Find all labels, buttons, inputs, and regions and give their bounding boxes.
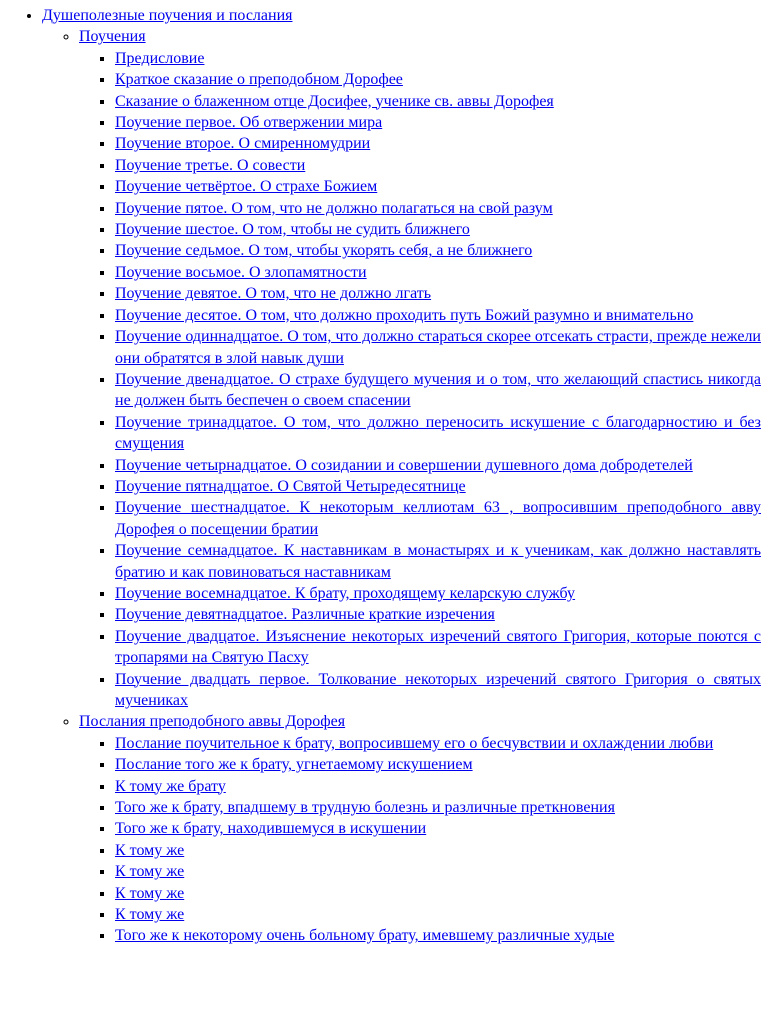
list-item bbox=[115, 198, 761, 219]
list-item bbox=[115, 754, 761, 775]
list-item bbox=[115, 925, 761, 946]
list-item bbox=[115, 883, 761, 904]
toc-item-link[interactable]: Краткое сказание о преподобном Дорофее bbox=[115, 71, 403, 89]
toc-item-link[interactable]: К тому же bbox=[115, 884, 185, 902]
list-item bbox=[115, 904, 761, 925]
list-item bbox=[115, 176, 761, 197]
toc-item-link[interactable]: К тому же bbox=[115, 863, 185, 881]
list-item bbox=[115, 733, 761, 754]
toc-section bbox=[79, 26, 768, 711]
list-item bbox=[115, 283, 761, 304]
toc-section-link[interactable]: Поучения bbox=[79, 28, 146, 46]
toc-item-link[interactable]: Поучение тринадцатое. О том, что должно переносить искушение с благодарностию и без смущения bbox=[115, 413, 761, 453]
toc-item-link[interactable]: Поучение седьмое. О том, чтобы укорять себя, а не ближнего bbox=[115, 242, 533, 260]
toc-item-link[interactable]: Того же к некоторому очень больному брату, имевшему различные худые bbox=[115, 927, 615, 945]
toc-item-link[interactable]: Поучение десятое. О том, что должно проходить путь Божий разумно и внимательно bbox=[115, 306, 694, 324]
toc-item-link[interactable]: Послание поучительное к брату, вопросившему его о бесчувствии и охлаждении любви bbox=[115, 734, 714, 752]
toc-item-link[interactable]: К тому же bbox=[115, 906, 185, 924]
toc-item-link[interactable]: Поучение шестнадцатое. К некоторым келлиотам 63 , вопросившим преподобного авву Дорофея о посещении братии bbox=[115, 499, 761, 538]
toc-item-link[interactable]: Поучение шестое. О том, чтобы не судить ближнего bbox=[115, 221, 470, 239]
toc-item-link[interactable]: Поучение пятое. О том, что не должно полагаться на свой разум bbox=[115, 199, 553, 217]
list-item bbox=[115, 540, 761, 583]
toc-item-link[interactable]: Послание того же к брату, угнетаемому искушением bbox=[115, 756, 473, 774]
list-item bbox=[115, 840, 761, 861]
toc-item-link[interactable]: Сказание о блаженном отце Досифее, ученике св. аввы Дорофея bbox=[115, 92, 554, 110]
toc-item-link[interactable]: Того же к брату, находившемуся в искушении bbox=[115, 820, 427, 838]
list-item bbox=[115, 583, 761, 604]
toc-item-link[interactable]: Поучение двадцать первое. Толкование некоторых изречений святого Григория о святых мучениках bbox=[115, 670, 761, 709]
list-item bbox=[115, 797, 761, 818]
toc-item-link[interactable]: Поучение третье. О совести bbox=[115, 156, 306, 174]
toc-item-link[interactable]: Того же к брату, впадшему в трудную болезнь и различные преткновения bbox=[115, 799, 615, 817]
list-item bbox=[115, 262, 761, 283]
toc-item-link[interactable]: Поучение двенадцатое. О страхе будущего мучения и о том, что желающий спастись никогда не должен быть беспечен о своем спасении bbox=[115, 370, 761, 410]
list-item bbox=[115, 219, 761, 240]
toc-item-link[interactable]: Поучение восьмое. О злопамятности bbox=[115, 263, 367, 281]
toc-item-link[interactable]: Поучение семнадцатое. К наставникам в монастырях и к ученикам, как должно наставлять братию и как повиноваться наставникам bbox=[115, 542, 761, 581]
toc-root-item bbox=[42, 5, 768, 947]
toc-item-link[interactable]: Поучение четырнадцатое. О созидании и совершении душевного дома добродетелей bbox=[115, 456, 693, 474]
toc-item-link[interactable]: К тому же брату bbox=[115, 777, 226, 795]
toc-item-link[interactable]: Поучение восемнадцатое. К брату, проходящему келарскую службу bbox=[115, 584, 576, 602]
toc-item-link[interactable]: Поучение второе. О смиренномудрии bbox=[115, 135, 371, 153]
toc-section-link[interactable]: Послания преподобного аввы Дорофея bbox=[79, 713, 346, 731]
list-item bbox=[115, 669, 761, 712]
toc-section-items bbox=[79, 733, 768, 947]
toc-item-link[interactable]: Поучение пятнадцатое. О Святой Четыредесятнице bbox=[115, 477, 466, 495]
list-item bbox=[115, 476, 761, 497]
list-item bbox=[115, 91, 761, 112]
list-item bbox=[115, 455, 761, 476]
toc-item-link[interactable]: К тому же bbox=[115, 841, 185, 859]
list-item bbox=[115, 776, 761, 797]
list-item bbox=[115, 305, 761, 326]
toc-item-link[interactable]: Поучение первое. Об отвержении мира bbox=[115, 114, 383, 132]
toc-section-items bbox=[79, 48, 768, 712]
list-item bbox=[115, 626, 761, 669]
toc-section bbox=[79, 711, 768, 946]
list-item bbox=[115, 412, 761, 455]
toc-item-link[interactable]: Поучение девятнадцатое. Различные краткие изречения bbox=[115, 606, 495, 624]
list-item bbox=[115, 240, 761, 261]
toc-root-link[interactable]: Душеполезные поучения и послания bbox=[42, 7, 293, 24]
toc-item-link[interactable]: Предисловие bbox=[115, 49, 205, 67]
toc-item-link[interactable]: Поучение одиннадцатое. О том, что должно стараться скорее отсекать страсти, прежде нежели они обратятся в злой навык души bbox=[115, 328, 761, 367]
list-item bbox=[115, 369, 761, 412]
list-item bbox=[115, 497, 761, 540]
toc-item-link[interactable]: Поучение девятое. О том, что не должно лгать bbox=[115, 285, 432, 303]
list-item bbox=[115, 861, 761, 882]
toc-item-link[interactable]: Поучение четвёртое. О страхе Божием bbox=[115, 178, 378, 196]
list-item bbox=[115, 604, 761, 625]
list-item bbox=[115, 326, 761, 369]
list-item bbox=[115, 818, 761, 839]
list-item bbox=[115, 48, 761, 69]
list-item bbox=[115, 69, 761, 90]
list-item bbox=[115, 155, 761, 176]
toc-item-link[interactable]: Поучение двадцатое. Изъяснение некоторых изречений святого Григория, которые поются с тропарями на Святую Пасху bbox=[115, 627, 761, 667]
list-item bbox=[115, 112, 761, 133]
list-item bbox=[115, 133, 761, 154]
toc-sections bbox=[42, 26, 768, 946]
